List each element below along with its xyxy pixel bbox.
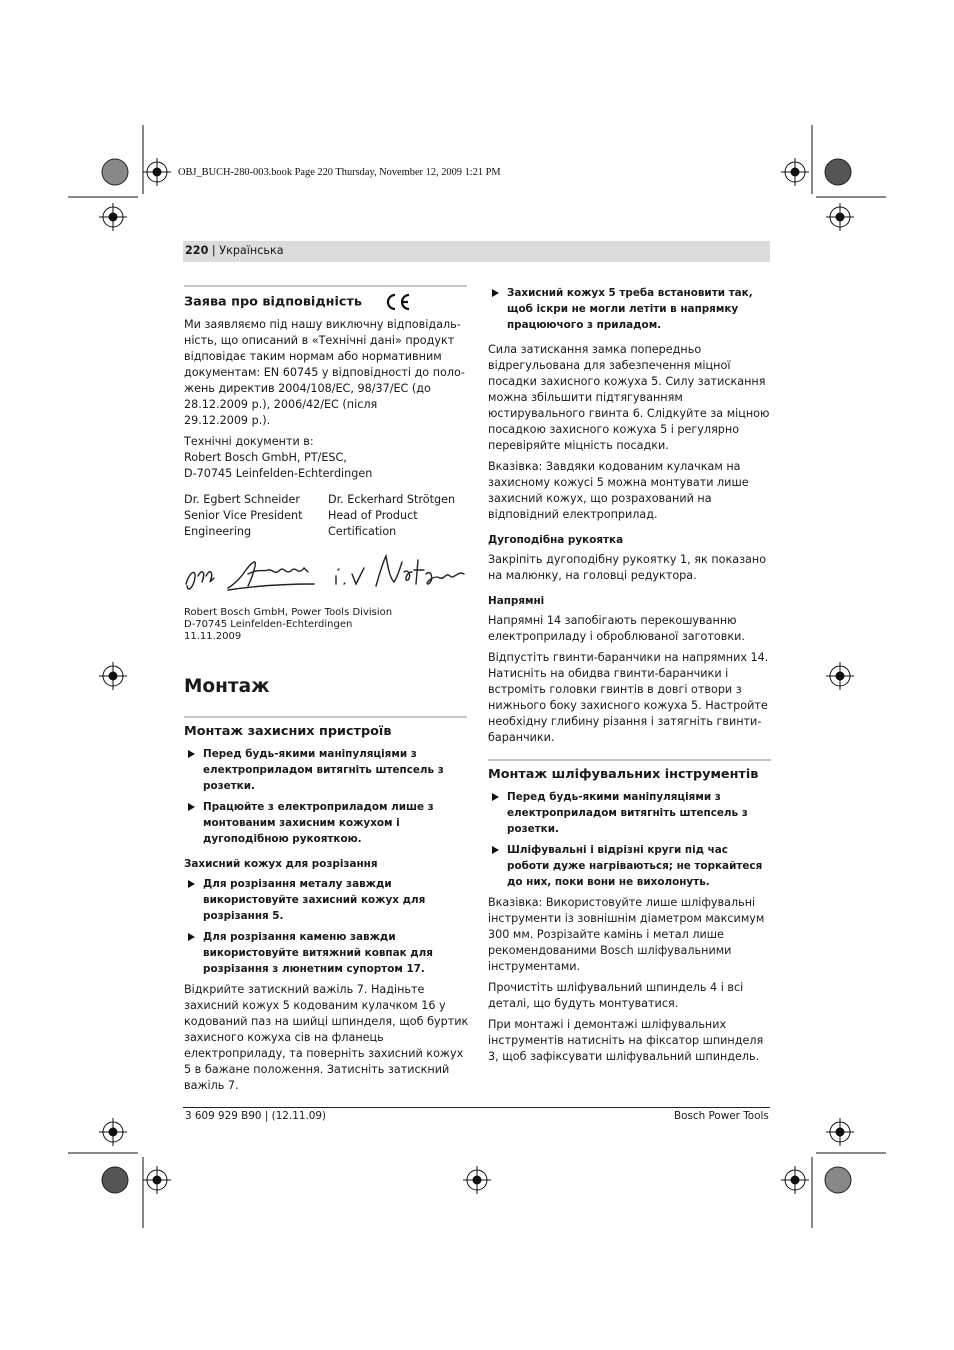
handle-heading: Дугоподібна рукоятка — [488, 534, 624, 546]
guard-mount-paragraph: Відкрийте затискний важіль 7. Надіньте захисний кожух 5 кодованим кулачком 16 у кодований паз на шийці шпинделя, щоб буртик захисного кожуха сів на фланець електроприладу, та поверніть захисний кожух 5 в бажане положення. Затисніть затискний важіль 7. — [184, 983, 469, 1092]
bullet-item: Перед будь-якими маніпуляціями з електроприладом витягніть штепсель з розетки. — [488, 789, 771, 837]
bullet-item: Для розрізання металу завжди використовуйте захисний кожух для розрізання 5. — [184, 876, 467, 924]
right-column — [488, 285, 771, 1070]
header-separator: | — [208, 244, 220, 257]
bullet-item: Захисний кожух 5 треба встановити так, щоб іскри не могли летіти в напрямку працюючого з приладом. — [488, 285, 771, 333]
cutting-guard-heading: Захисний кожух для розрізання — [184, 858, 378, 870]
declaration-heading — [184, 285, 467, 311]
tools-note-paragraph: Вказівка: Використовуйте лише шліфувальні інструменти із зовнішнім діаметром максимум 300 мм. Розрізайте камінь і метал лише рекомендованими Bosch шліфувальними інструментами. — [488, 896, 765, 973]
footer-doc-number: 3 609 929 B90 | (12.11.09) — [185, 1110, 327, 1122]
print-header: OBJ_BUCH-280-003.book Page 220 Thursday, November 12, 2009 1:21 PM — [178, 167, 501, 178]
signatory-2: Dr. Eckerhard Strötgen Head of Product Certification — [328, 493, 456, 538]
declaration-text: Ми заявляємо під нашу виключну відповідаль- ність, що описаний в «Технічні дані» продукт відповідає таким нормам або нормативним документам: EN 60745 у відповідності до поло- жень директив 2004/108/EC, 98/37/EC (до 28.12.2009 р.), 2006/42/EC (після 29.12.2009 р.). — [184, 318, 465, 427]
technical-docs: Технічні документи в: Robert Bosch GmbH, PT/ESC, D-70745 Leinfelden-Echterdingen — [184, 435, 373, 480]
declaration-title: Заява про відповідність — [184, 294, 362, 310]
guards-heading: Монтаж захисних пристроїв — [184, 716, 467, 740]
footer-rule — [183, 1107, 770, 1108]
left-column — [184, 285, 467, 1099]
guides-setup-paragraph: Відпустіть гвинти-баранчики на напрямних 14. Натисніть на обидва гвинти-баранчики і встроміть головки гвинтів в довгі отвори з нижнього боку захисного кожуха 5. Настройте необхідну глибину різання і затягніть гвинти- баранчики. — [488, 651, 769, 744]
bullet-item: Перед будь-якими маніпуляціями з електроприладом витягніть штепсель з розетки. — [184, 746, 467, 794]
clamp-paragraph: Сила затискання замка попередньо відрегульована для забезпечення міцної посадки захисного кожуха 5. Силу затискання можна збільшити підтягуванням юстирувального гвинта 6. Слідкуйте за міцною посадкою захисного кожуха 5 і регулярно перевіряйте міцність посадки. — [488, 343, 770, 452]
tools-heading: Монтаж шліфувальних інструментів — [488, 759, 771, 783]
signatory-1: Dr. Egbert Schneider Senior Vice President Engineering — [184, 493, 303, 538]
bullet-item: Працюйте з електроприладом лише з монтованим захисним кожухом і дугоподібною рукояткою. — [184, 799, 467, 847]
language-label: Українська — [219, 244, 284, 257]
division-address: Robert Bosch GmbH, Power Tools Division D-70745 Leinfelden-Echterdingen 11.11.2009 — [184, 607, 393, 642]
footer-brand: Bosch Power Tools — [674, 1110, 769, 1122]
spindle-lock-paragraph: При монтажі і демонтажі шліфувальних інструментів натисніть на фіксатор шпинделя 3, щоб зафіксувати шліфувальний шпиндель. — [488, 1018, 764, 1063]
handwritten-signatures — [184, 548, 467, 600]
section-title: Монтаж — [184, 676, 270, 697]
page-header-bar — [183, 241, 770, 262]
bullet-item: Для розрізання каменю завжди використовуйте витяжний ковпак для розрізання з люнетним супортом 17. — [184, 929, 467, 977]
bullet-item: Шліфувальні і відрізні круги під час роботи дуже нагріваються; не торкайтеся до них, поки вони не вихолонуть. — [488, 842, 771, 890]
guides-heading: Напрямні — [488, 595, 545, 607]
handle-paragraph: Закріпіть дугоподібну рукоятку 1, як показано на малюнку, на головці редуктора. — [488, 553, 767, 582]
signatories — [184, 492, 467, 540]
spindle-clean-paragraph: Прочистіть шліфувальний шпиндель 4 і всі деталі, що будуть монтуватися. — [488, 981, 744, 1010]
guides-paragraph: Напрямні 14 запобігають перекошуванню електроприладу і оброблюваної заготовки. — [488, 614, 745, 643]
note-paragraph: Вказівка: Завдяки кодованим кулачкам на захисному кожусі 5 можна монтувати лише захисний кожух, що розрахований на відповідний електроприлад. — [488, 460, 749, 521]
ce-mark-icon — [384, 293, 412, 311]
page-number: 220 — [185, 244, 209, 257]
